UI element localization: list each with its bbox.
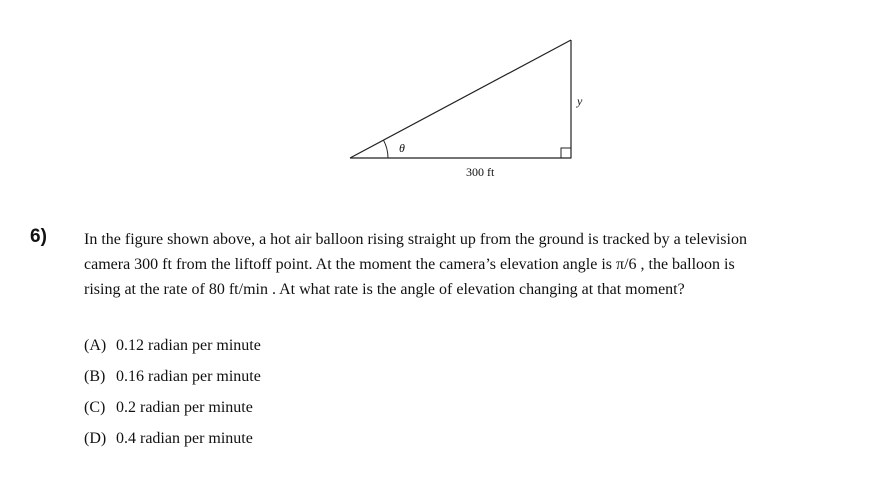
choice-d[interactable] [84,423,261,454]
angle-arc [384,140,389,158]
question-line: rising at the rate of 80 ft/min . At what rate is the angle of elevation changing at that moment? [84,281,685,298]
triangle-figure [0,0,888,200]
question-text [84,227,854,302]
choice-a[interactable] [84,330,261,361]
choice-b[interactable] [84,361,261,392]
question-number: 6) [30,226,47,247]
choice-text: 0.12 radian per minute [116,336,261,354]
choice-letter: (B) [84,367,106,385]
choice-text: 0.16 radian per minute [116,367,261,385]
choice-letter: (C) [84,398,106,416]
choice-text: 0.4 radian per minute [116,429,253,447]
right-angle-mark [561,148,571,158]
height-label: y [577,94,583,108]
question-line: In the figure shown above, a hot air balloon rising straight up from the ground is tracked by a television [84,231,747,248]
angle-label: θ [399,141,405,155]
question-line: camera 300 ft from the liftoff point. At the moment the camera’s elevation angle is π/6 , the balloon is [84,256,735,273]
choice-c[interactable] [84,392,261,423]
choice-text: 0.2 radian per minute [116,398,253,416]
answer-choices [84,330,261,454]
choice-letter: (A) [84,336,107,354]
base-label: 300 ft [466,165,495,179]
choice-letter: (D) [84,429,107,447]
hypotenuse-line [350,40,571,158]
right-triangle [350,40,571,158]
